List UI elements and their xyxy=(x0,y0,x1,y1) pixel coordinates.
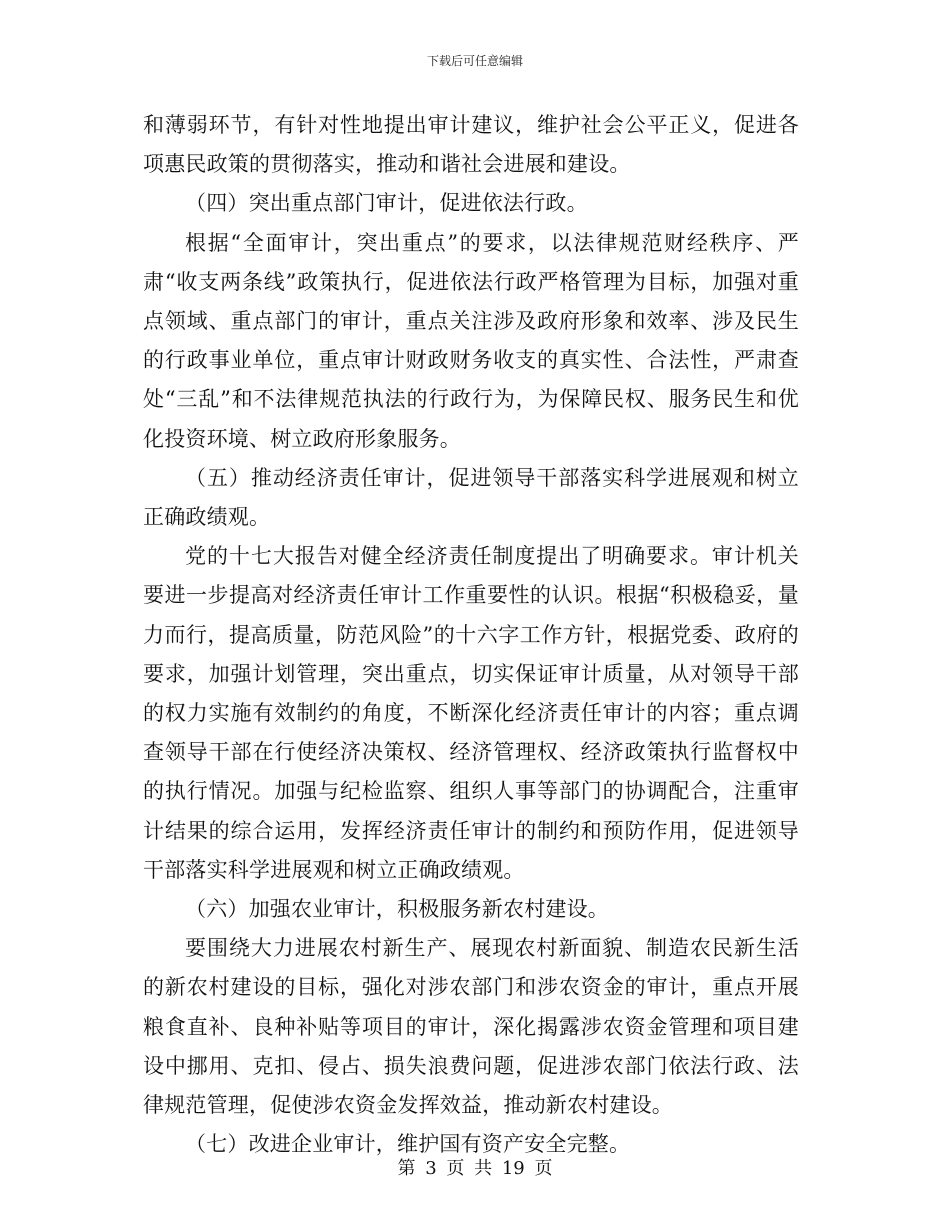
page-number-footer: 第 3 页 共 19 页 xyxy=(397,1158,553,1179)
section-heading-5: （五）推动经济责任审计，促进领导干部落实科学进展观和树立正确政绩观。 xyxy=(143,465,799,530)
paragraph-section-6: 要围绕大力进展农村新生产、展现农村新面貌、制造农民新生活的新农村建设的目标，强化对涉农部门和涉农资金的审计，重点开展粮食直补、良种补贴等项目的审计，深化揭露涉农资金管理和项目建设中挪用、克扣、侵占、损失浪费问题，促进涉农部门依法行政、法律规范管理，促使涉农资金发挥效益，推动新农村建设。 xyxy=(143,936,799,1118)
section-heading-7: （七）改进企业审计，维护国有资产安全完整。 xyxy=(185,1132,631,1157)
paragraph-section-5: 党的十七大报告对健全经济责任制度提出了明确要求。审计机关要进一步提高对经济责任审计工作重要性的认识。根据“积极稳妥，量力而行，提高质量，防范风险”的十六字工作方针，根据党委、政府的要求，加强计划管理，突出重点，切实保证审计质量，从对领导干部的权力实施有效制约的角度，不断深化经济责任审计的内容；重点调查领导干部在行使经济决策权、经济管理权、经济政策执行监督权中的执行情况。加强与纪检监察、组织人事等部门的协调配合，注重审计结果的综合运用，发挥经济责任审计的制约和预防作用，促进领导干部落实科学进展观和树立正确政绩观。 xyxy=(143,544,799,882)
paragraph-continuation: 和薄弱环节，有针对性地提出审计建议，维护社会公平正义，促进各项惠民政策的贯彻落实，推动和谐社会进展和建设。 xyxy=(143,113,799,177)
page-header: 下载后可任意编辑 xyxy=(426,54,523,68)
section-heading-4: （四）突出重点部门审计，促进依法行政。 xyxy=(185,191,588,216)
paragraph-section-4: 根据“全面审计，突出重点”的要求，以法律规范财经秩序、严肃“收支两条线”政策执行，促进依法行政严格管理为目标，加强对重点领域、重点部门的审计，重点关注涉及政府形象和效率、涉及民生的行政事业单位，重点审计财政财务收支的真实性、合法性，严肃查处“三乱”和不法律规范执法的行政行为，为保障民权、服务民生和优化投资环境、树立政府形象服务。 xyxy=(143,230,799,451)
document-body xyxy=(143,106,799,1164)
section-heading-6: （六）加强农业审计，积极服务新农村建设。 xyxy=(185,897,609,922)
